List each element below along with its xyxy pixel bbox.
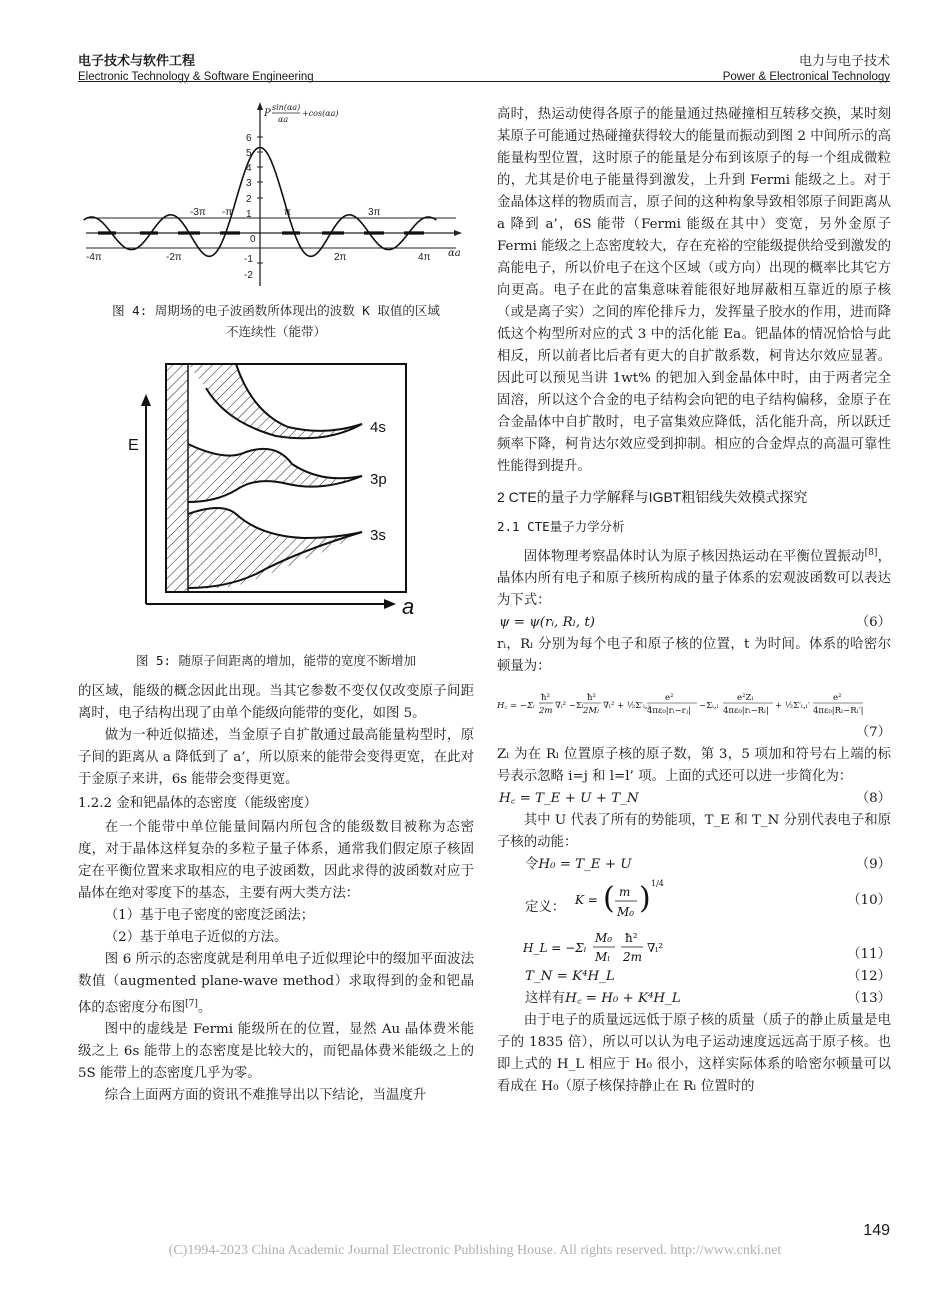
equation-7-number-row bbox=[497, 722, 891, 744]
y-tick-0: 0 bbox=[250, 234, 256, 245]
equation-7-number: （7） bbox=[855, 725, 891, 741]
svg-text:Mₗ: Mₗ bbox=[595, 950, 611, 965]
header-rule bbox=[78, 81, 890, 82]
pi-label-1: π bbox=[284, 207, 291, 218]
equation-12-number: （12） bbox=[847, 969, 891, 985]
equation-10-prefix: 定义： bbox=[525, 900, 566, 916]
copyright-footer: (C)1994-2023 China Academic Journal Electronic Publishing House. All rights reserved. http://www.cnki.net bbox=[168, 1243, 782, 1258]
equation-12-body: T_N = K⁴H_L bbox=[525, 969, 615, 985]
figure-4-caption-line1: 图 4: 周期场的电子波函数所体现出的波数 K 取值的区域 bbox=[112, 303, 440, 318]
equation-10-number: （10） bbox=[847, 893, 891, 909]
equation-7 bbox=[497, 688, 891, 722]
equation-11 bbox=[497, 926, 891, 966]
svg-text:e²: e² bbox=[833, 693, 842, 704]
svg-text:4πε₀|Rₗ−Rₗ′|: 4πε₀|Rₗ−Rₗ′| bbox=[813, 706, 864, 717]
svg-text:1/4: 1/4 bbox=[651, 879, 665, 889]
equation-6-body: ψ = ψ(rᵢ, Rₗ, t) bbox=[499, 615, 596, 631]
right-paragraph-2 bbox=[497, 542, 891, 612]
svg-text:K =: K = bbox=[575, 893, 599, 908]
section-title-en: Power & Electronical Technology bbox=[722, 71, 890, 83]
svg-text:∇ₗ² + ½Σ′ᵢ,ⱼ: ∇ₗ² + ½Σ′ᵢ,ⱼ bbox=[603, 701, 650, 712]
list-item-2: （2）基于单电子近似的方法。 bbox=[104, 930, 288, 945]
equation-12 bbox=[497, 966, 891, 988]
equation-9-prefix: 令 bbox=[525, 857, 539, 873]
svg-text:): ) bbox=[639, 881, 651, 917]
page-number: 149 bbox=[863, 1222, 890, 1239]
left-paragraph-5: 图中的虚线是 Fermi 能级所在的位置，显然 Au 晶体费米能级之上 6s 能带上的态密度是比较大的，而钯晶体费米能级之上的 5S 能带上的态密度几乎为零。 bbox=[78, 1022, 474, 1082]
svg-text:ħ²: ħ² bbox=[587, 693, 596, 704]
y-tick-3: 3 bbox=[246, 178, 252, 189]
right-paragraph-3: rᵢ，Rₗ 分别为每个电子和原子核的位置，t 为时间。体系的哈密尔顿量为： bbox=[497, 637, 891, 675]
pi-label-4: 4π bbox=[418, 252, 431, 263]
right-column bbox=[497, 104, 891, 1098]
y-axis-label-rest: +cos(αa) bbox=[302, 109, 339, 118]
left-body bbox=[78, 681, 474, 1107]
svg-text:2Mₗ: 2Mₗ bbox=[583, 706, 600, 717]
distance-axis-label: a bbox=[402, 594, 415, 619]
svg-text:2m: 2m bbox=[623, 950, 643, 965]
svg-text:+ ½Σ′ₗ,ₗ′: + ½Σ′ₗ,ₗ′ bbox=[775, 701, 810, 712]
pi-label-2: 2π bbox=[334, 252, 347, 263]
y-tick-neg1: -1 bbox=[244, 254, 253, 265]
left-column bbox=[78, 96, 474, 1107]
right-paragraph-5: 其中 U 代表了所有的势能项，T_E 和 T_N 分别代表电子和原子核的动能： bbox=[497, 813, 891, 851]
equation-13 bbox=[497, 988, 891, 1010]
equation-9 bbox=[497, 854, 891, 876]
figure-4-wave-plot bbox=[78, 96, 474, 292]
svg-text:M₀: M₀ bbox=[617, 905, 635, 920]
svg-text:H_L = −Σₗ: H_L = −Σₗ bbox=[523, 941, 587, 956]
left-paragraph-3: 在一个能带中单位能量间隔内所包含的能级数目被称为态密度，对于晶体这样复杂的多粒子量子体系，通常我们假定原子核固定在平衡位置来求取相应的电子波函数，因此求得的波函数对应于晶体在绝对零度下的基态，主要有两大类方法： bbox=[78, 820, 474, 901]
svg-text:ħ²: ħ² bbox=[541, 693, 550, 704]
right-paragraph-6: 由于电子的质量远远低于原子核的质量（质子的静止质量是电子的 1835 倍），所以可以认为电子运动速度远远高于原子核。也即上式的 H_L 相应于 H₀ 很小，这样实际体系的哈密尔顿量可以看成在 H₀（原子核保持静止在 Rₗ 位置时的 bbox=[497, 1013, 891, 1095]
equation-8-number: （8） bbox=[855, 791, 891, 807]
figure-5-caption: 图 5: 随原子间距离的增加，能带的宽度不断增加 bbox=[135, 653, 417, 668]
equation-6-number: （6） bbox=[855, 615, 891, 631]
equation-11-formula bbox=[523, 926, 683, 966]
pi-label-neg3: -3π bbox=[190, 207, 206, 218]
svg-text:e²: e² bbox=[665, 693, 674, 704]
section-heading-2: 2 CTE的量子力学解释与IGBT粗铝线失效模式探究 bbox=[497, 489, 808, 505]
equation-8 bbox=[497, 788, 891, 810]
y-axis-label-num: sin(αa) bbox=[272, 103, 301, 112]
x-axis-label: αa bbox=[448, 248, 461, 259]
figure-4-caption bbox=[78, 300, 474, 342]
y-tick-1: 1 bbox=[246, 209, 252, 220]
left-paragraph-1: 的区域，能级的概念因此出现。当其它参数不变仅仅改变原子间距离时，电子结构出现了由单个能级向能带的变化，如图 5。 bbox=[78, 684, 474, 721]
journal-header bbox=[78, 50, 314, 83]
svg-text:∇ₗ²: ∇ₗ² bbox=[647, 941, 664, 956]
svg-text:4πε₀|rᵢ−Rₗ|: 4πε₀|rᵢ−Rₗ| bbox=[723, 706, 769, 717]
band-label-3p: 3p bbox=[370, 471, 387, 488]
equation-13-prefix: 这样有 bbox=[525, 991, 566, 1007]
right-paragraph-2-end: ，晶体内所有电子和原子核所构成的量子体系的宏观波函数可以表达为下式： bbox=[497, 549, 892, 609]
right-paragraph-4: Zₗ 为在 Rₗ 位置原子核的原子数，第 3，5 项加和符号右上端的标号表示忽略 i=j 和 l=l’ 项。上面的式还可以进一步简化为： bbox=[497, 747, 891, 785]
pi-label-3: 3π bbox=[368, 207, 381, 218]
svg-text:−Σᵢ,ₗ: −Σᵢ,ₗ bbox=[699, 701, 719, 712]
y-tick-4: 4 bbox=[246, 163, 252, 174]
equation-11-number: （11） bbox=[847, 947, 891, 963]
journal-title-en: Electronic Technology & Software Engineering bbox=[78, 71, 314, 83]
y-tick-neg2: -2 bbox=[244, 270, 253, 281]
figure-5-band-diagram bbox=[126, 352, 426, 642]
svg-text:∇ᵢ² −Σₗ: ∇ᵢ² −Σₗ bbox=[555, 701, 584, 712]
svg-text:ħ²: ħ² bbox=[625, 931, 638, 946]
citation-8: [8] bbox=[864, 548, 878, 558]
equation-13-number: （13） bbox=[847, 991, 891, 1007]
svg-text:4πε₀|rᵢ−rⱼ|: 4πε₀|rᵢ−rⱼ| bbox=[647, 706, 691, 717]
equation-10 bbox=[497, 876, 891, 926]
energy-axis-label: E bbox=[128, 437, 139, 454]
equation-8-body: H꜀ = T_E + U + T_N bbox=[499, 791, 639, 807]
equation-10-formula bbox=[565, 876, 675, 926]
left-paragraph-4-end: 。 bbox=[197, 1000, 212, 1016]
section-heading-2-1: 2.1 CTE量子力学分析 bbox=[497, 519, 625, 534]
left-paragraph-6: 综合上面两方面的资讯不难推导出以下结论，当温度升 bbox=[104, 1088, 427, 1104]
svg-text:e²Zₗ: e²Zₗ bbox=[737, 693, 754, 704]
journal-title-cn: 电子技术与软件工程 bbox=[78, 53, 196, 68]
pi-label-neg4: -4π bbox=[86, 252, 102, 263]
svg-text:H꜀ = −Σᵢ: H꜀ = −Σᵢ bbox=[497, 701, 535, 712]
equation-6 bbox=[497, 612, 891, 634]
pi-label-neg1: -π bbox=[222, 207, 233, 218]
y-tick-2: 2 bbox=[246, 194, 252, 205]
left-paragraph-4 bbox=[78, 949, 474, 1019]
equation-13-body: H꜀ = H₀ + K⁴H_L bbox=[565, 991, 681, 1007]
section-heading-1-2-2: 1.2.2 金和钯晶体的态密度（能级密度） bbox=[78, 796, 318, 811]
svg-text:M₀: M₀ bbox=[595, 931, 613, 946]
section-header bbox=[723, 50, 890, 83]
y-axis-label-den: αa bbox=[278, 115, 289, 124]
citation-7: [7] bbox=[185, 999, 198, 1009]
equation-9-number: （9） bbox=[855, 857, 891, 873]
svg-text:m: m bbox=[619, 885, 631, 900]
list-item-1: （1）基于电子密度的密度泛函法； bbox=[104, 908, 315, 923]
section-title-cn: 电力与电子技术 bbox=[798, 53, 890, 68]
y-tick-5: 5 bbox=[246, 148, 252, 159]
left-paragraph-4-text: 图 6 所示的态密度就是利用单电子近似理论中的缀加平面波法数值（augmented plane-wave method）求取得到的金和钯晶体的态密度分布图 bbox=[78, 952, 474, 1016]
right-paragraph-2-text: 固体物理考察晶体时认为原子核因热运动在平衡位置振动 bbox=[523, 549, 865, 565]
svg-text:(: ( bbox=[603, 881, 615, 917]
y-tick-6: 6 bbox=[246, 133, 252, 144]
equation-9-body: H₀ = T_E + U bbox=[538, 857, 632, 873]
band-label-4s: 4s bbox=[370, 419, 386, 436]
figure-4-caption-line2: 不连续性（能带） bbox=[225, 324, 326, 339]
left-paragraph-2: 做为一种近似描述，当金原子自扩散通过最高能量构型时，原子间的距离从 a 降低到了 a’，所以原来的能带会变得更宽，在此对于金原子来讲，6s 能带会变得更宽。 bbox=[78, 728, 474, 787]
svg-text:2m: 2m bbox=[539, 706, 553, 717]
y-axis-label-p: P bbox=[264, 108, 271, 119]
right-paragraph-1: 高时，热运动使得各原子的能量通过热碰撞相互转移交换，某时刻某原子可能通过热碰撞获得较大的能量而振动到图 2 中间所示的高能量构型位置，这时原子的能量是分布到该原子的每一个组成微粒的，尤其是价电子能量得到激发，上升到 Fermi 能级之上。对于金晶体这样的物质而言，原子间的这种构象导致相邻原子间距离从 a 降到 a’，6S 能带（Fermi 能级在其中）变宽，另外金原子 Fermi 能级之上态密度较大，存在充裕的空能级提供给受到激发的高能电子，所以价电子在这个区域（或方向）出现的概率比其它方向更高。电子在此的富集意味着能很好地屏蔽相互靠近的原子核（或是离子实）之间的库伦排斥力，发挥量子胶水的作用，进而降低这个构型所对应的式 3 中的活化能 Ea。钯晶体的情况恰恰与此相反，所以前者比后者有更大的自扩散系数，柯肯达尔效应显著。因此可以预见当讲 1wt% 的钯加入到金晶体中时，由于两者完全固溶，所以这个合金的电子结构会向钯的电子结构偏移，金原子在合金晶体中自扩散时，电子富集效应降低，活化能升高，所以跃迁频率下降，柯肯达尔效应受到抑制。相应的合金焊点的高温可靠性性能得到提升。 bbox=[497, 107, 891, 474]
band-label-3s: 3s bbox=[370, 527, 386, 544]
pi-label-neg2: -2π bbox=[166, 252, 182, 263]
equation-7-hamiltonian bbox=[497, 688, 865, 722]
